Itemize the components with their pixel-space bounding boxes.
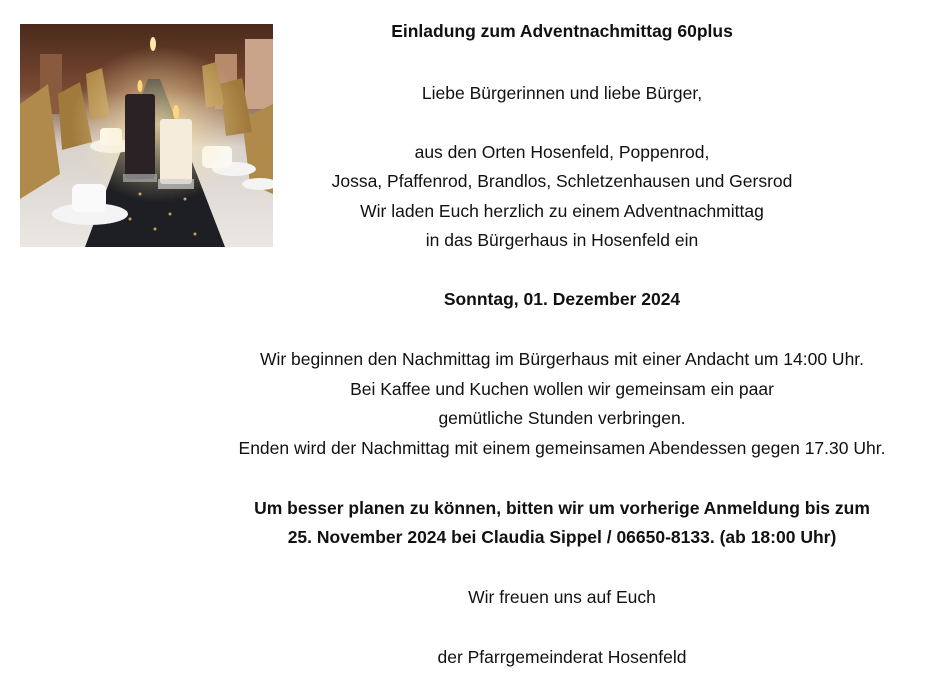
invitation-title: Einladung zum Adventnachmittag 60plus bbox=[391, 21, 733, 41]
towns-line-2: Jossa, Pfaffenrod, Brandlos, Schletzenhausen und Gersrod bbox=[331, 171, 793, 191]
invite-line-1: Wir laden Euch herzlich zu einem Adventnachmittag bbox=[360, 201, 764, 221]
program-line-2: Bei Kaffee und Kuchen wollen wir gemeinsam ein paar bbox=[350, 379, 774, 399]
program-line-1: Wir beginnen den Nachmittag im Bürgerhaus mit einer Andacht um 14:00 Uhr. bbox=[259, 349, 865, 369]
invite-line-2: in das Bürgerhaus in Hosenfeld ein bbox=[425, 230, 699, 250]
program-line-3: gemütliche Stunden verbringen. bbox=[438, 408, 686, 428]
signature: der Pfarrgemeinderat Hosenfeld bbox=[437, 647, 687, 667]
towns-line-1: aus den Orten Hosenfeld, Poppenrod, bbox=[414, 142, 710, 162]
closing: Wir freuen uns auf Euch bbox=[468, 587, 656, 607]
program-line-4: Enden wird der Nachmittag mit einem gemeinsamen Abendessen gegen 17.30 Uhr. bbox=[238, 438, 886, 458]
registration-line-2: 25. November 2024 bei Claudia Sippel / 06650-8133. (ab 18:00 Uhr) bbox=[287, 527, 837, 547]
greeting: Liebe Bürgerinnen und liebe Bürger, bbox=[421, 83, 703, 103]
event-date: Sonntag, 01. Dezember 2024 bbox=[443, 289, 681, 309]
registration-line-1: Um besser planen zu können, bitten wir um vorherige Anmeldung bis zum bbox=[254, 498, 870, 518]
